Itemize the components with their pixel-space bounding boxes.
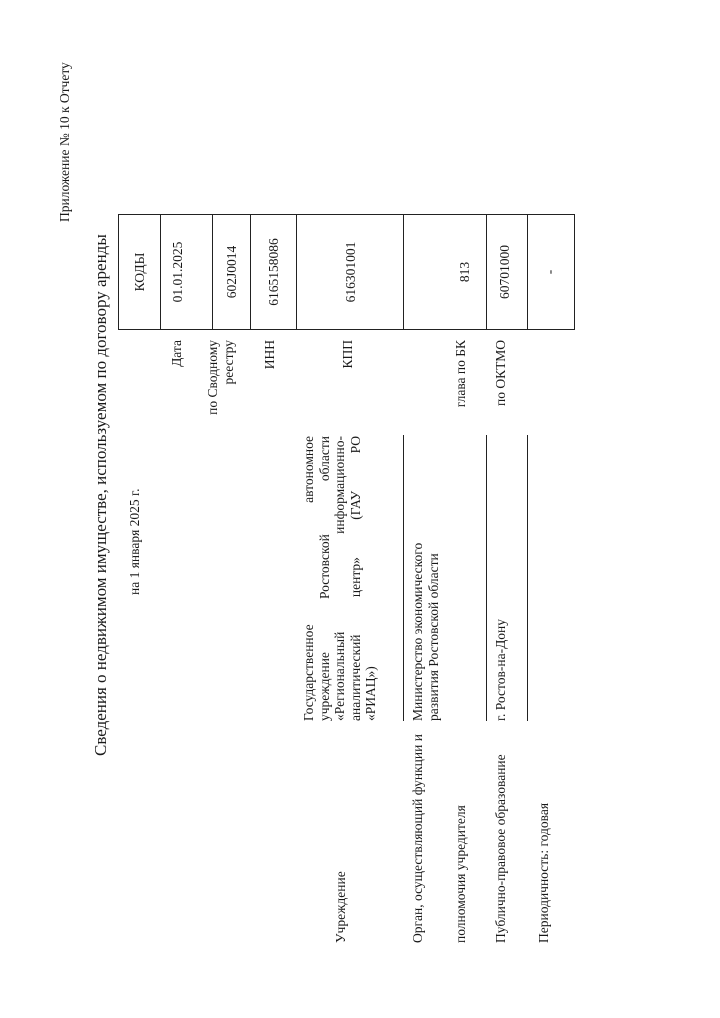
registry-code-value: 602J0014	[224, 245, 239, 299]
codes-header-divider	[160, 214, 161, 330]
date-code-value: 01.01.2025	[170, 241, 185, 303]
inn-code-value: 6165158086	[266, 238, 281, 306]
kpp-code-label: КПП	[340, 340, 355, 369]
codes-row-divider	[486, 214, 487, 330]
institution-underline	[403, 435, 404, 721]
report-title: Сведения о недвижимом имуществе, используемом по договору аренды	[91, 234, 110, 756]
codes-header: КОДЫ	[132, 252, 147, 292]
codes-table-top-border	[212, 214, 213, 330]
kpp-code-value: 616301001	[343, 241, 358, 303]
date-line: на 1 января 2025 г.	[127, 488, 142, 595]
institution-label: Учреждение	[333, 871, 348, 943]
codes-row-divider	[250, 214, 251, 330]
codes-row-divider	[527, 214, 528, 330]
oktmo-code-value: 60701000	[497, 245, 512, 299]
institution-name: Государственное автономное учреждение Ростовской области «Региональный информационно- аналитический центр» (ГАУ РО «РИАЦ»)	[301, 436, 378, 721]
bk-code-label: глава по БК	[453, 340, 468, 408]
codes-row-divider	[296, 214, 297, 330]
registry-code-label: по Сводному реестру	[205, 340, 236, 415]
municipality-value: г. Ростов-на-Дону	[493, 618, 508, 721]
inn-code-label: ИНН	[262, 340, 277, 370]
period-code-value: -	[542, 269, 557, 275]
bk-code-value: 813	[457, 261, 472, 283]
oktmo-code-label: по ОКТМО	[493, 340, 508, 406]
codes-header-top-border	[118, 214, 119, 330]
codes-row-divider	[403, 214, 404, 330]
municipality-label: Публично-правовое образование	[493, 754, 508, 943]
codes-table-bottom-border	[574, 214, 575, 330]
appendix-label: Приложение № 10 к Отчету	[57, 62, 72, 222]
authority-name: Министерство экономического развития Ростовской области	[410, 542, 441, 721]
authority-underline	[486, 435, 487, 721]
periodicity-label: Периодичность: годовая	[536, 802, 551, 943]
municipality-underline	[527, 435, 528, 721]
authority-label-line1: Орган, осуществляющий функции и	[410, 734, 425, 943]
date-code-label: Дата	[169, 340, 184, 367]
authority-label-line2: полномочия учредителя	[453, 805, 468, 943]
